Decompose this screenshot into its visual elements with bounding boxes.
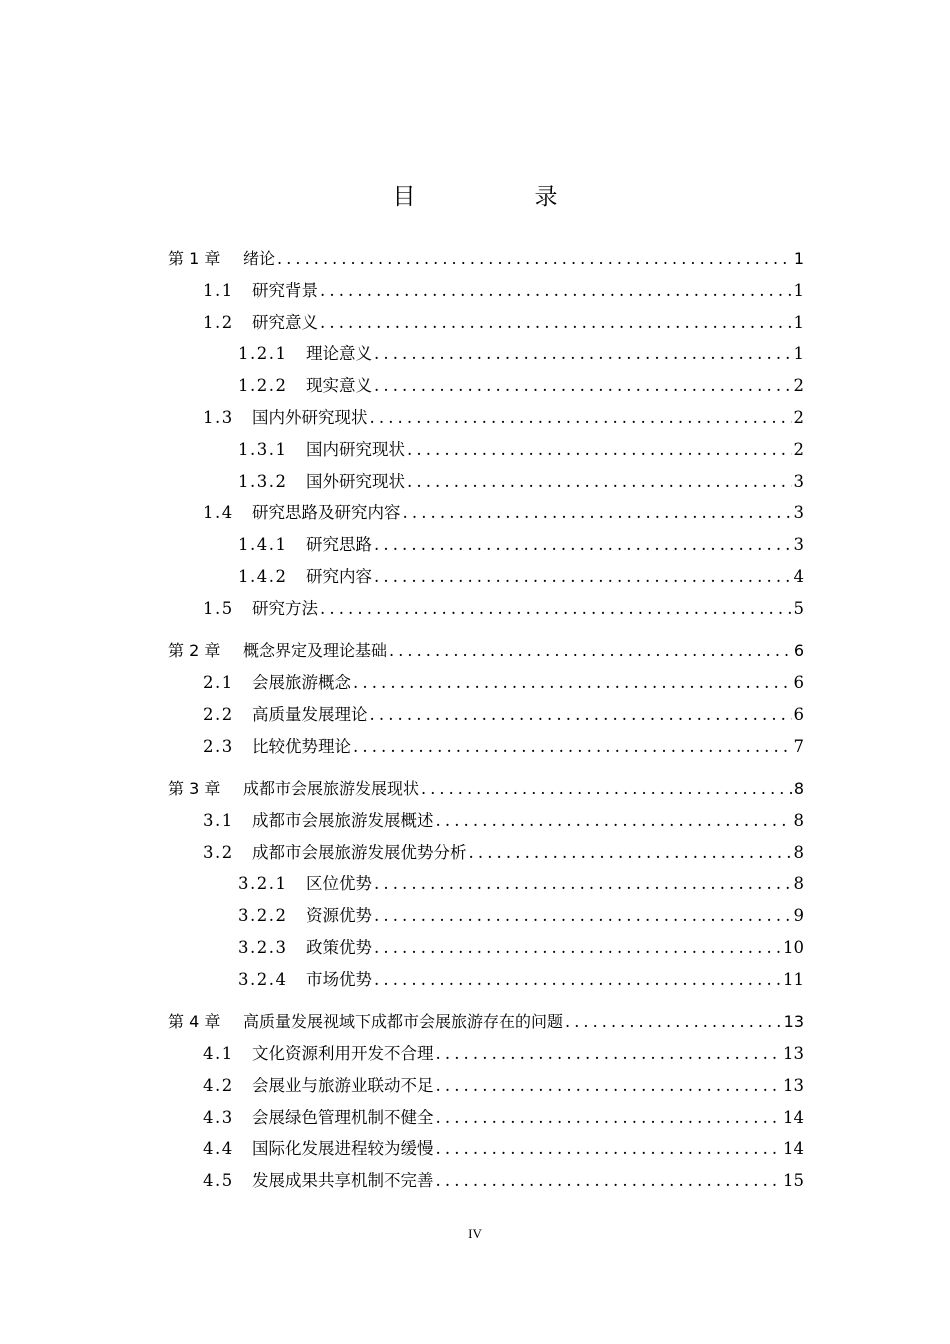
toc-entry-page: 1 xyxy=(793,280,804,300)
toc-entry-3-2[interactable] xyxy=(168,837,804,869)
toc-entry-number: 4.1 xyxy=(203,1043,234,1063)
toc-entry-1-3[interactable] xyxy=(168,402,804,434)
toc-entry-title: 国际化发展进程较为缓慢 xyxy=(252,1139,434,1159)
toc-entry-page: 13 xyxy=(783,1012,804,1032)
toc-entry-number: 2.3 xyxy=(203,736,234,756)
toc-dot-leader xyxy=(436,1133,782,1165)
toc-entry-page: 8 xyxy=(793,778,804,798)
toc-entry-title: 研究意义 xyxy=(252,312,318,332)
toc-entry-title: 研究方法 xyxy=(252,598,318,618)
toc-dot-leader xyxy=(370,699,792,731)
toc-entry-1-2-1[interactable] xyxy=(168,338,804,370)
toc-entry-1-1[interactable] xyxy=(168,275,804,307)
toc-entry-title: 会展绿色管理机制不健全 xyxy=(252,1107,434,1127)
toc-dot-leader xyxy=(565,1006,782,1038)
toc-entry-title: 研究背景 xyxy=(252,280,318,300)
toc-entry-page: 14 xyxy=(783,1107,804,1127)
toc-entry-page: 1 xyxy=(793,249,804,268)
toc-dot-leader xyxy=(374,964,781,996)
toc-dot-leader xyxy=(436,1070,782,1102)
toc-entry-title: 成都市会展旅游发展现状 xyxy=(243,778,420,798)
toc-entry-1-3-1[interactable] xyxy=(168,434,804,466)
toc-entry-4-5[interactable] xyxy=(168,1165,804,1197)
toc-dot-leader xyxy=(421,773,792,805)
toc-entry-number: 1.2.2 xyxy=(238,376,288,396)
toc-entry-2-2[interactable] xyxy=(168,699,804,731)
toc-entry-3-1[interactable] xyxy=(168,805,804,837)
toc-entry-title: 国外研究现状 xyxy=(306,471,405,491)
toc-entry-3-2-4[interactable] xyxy=(168,964,804,996)
toc-entry-title: 高质量发展视域下成都市会展旅游存在的问题 xyxy=(243,1012,564,1032)
toc-dot-leader xyxy=(277,243,792,275)
toc-entry-2-3[interactable] xyxy=(168,731,804,763)
toc-entry-chapter-3[interactable] xyxy=(168,773,804,805)
toc-entry-title: 成都市会展旅游发展概述 xyxy=(252,810,434,830)
toc-entry-title: 研究思路及研究内容 xyxy=(252,503,401,523)
toc-entry-page: 5 xyxy=(793,598,804,618)
toc-entry-number: 4.4 xyxy=(203,1139,234,1159)
toc-entry-number: 第 2 章 xyxy=(168,641,221,661)
toc-dot-leader xyxy=(320,275,792,307)
toc-entry-title: 研究内容 xyxy=(306,566,372,586)
toc-entry-1-3-2[interactable] xyxy=(168,466,804,498)
toc-entry-title: 国内研究现状 xyxy=(306,439,405,459)
toc-entry-page: 3 xyxy=(793,535,804,555)
toc-entry-page: 10 xyxy=(783,937,804,957)
toc-entry-number: 1.2.1 xyxy=(238,344,288,364)
toc-entry-number: 1.3.1 xyxy=(238,439,288,459)
toc-entry-page: 4 xyxy=(793,566,804,586)
toc-entry-page: 1 xyxy=(793,344,804,364)
toc-entry-page: 7 xyxy=(793,736,804,756)
toc-entry-title: 市场优势 xyxy=(306,969,372,989)
toc-entry-chapter-1[interactable] xyxy=(168,243,804,275)
toc-entry-title: 现实意义 xyxy=(306,376,372,396)
toc-entry-number: 3.2.2 xyxy=(238,906,288,926)
toc-entry-chapter-2[interactable] xyxy=(168,635,804,667)
toc-entry-title: 文化资源利用开发不合理 xyxy=(252,1043,434,1063)
toc-entry-number: 4.2 xyxy=(203,1075,234,1095)
toc-entry-title: 绪论 xyxy=(243,249,276,268)
toc-entry-page: 2 xyxy=(793,439,804,459)
toc-entry-number: 第 1 章 xyxy=(168,249,221,268)
toc-dot-leader xyxy=(320,593,792,625)
toc-dot-leader xyxy=(374,529,792,561)
toc-entry-number: 3.2 xyxy=(203,842,234,862)
toc-entry-4-2[interactable] xyxy=(168,1070,804,1102)
toc-entry-title: 资源优势 xyxy=(306,906,372,926)
toc-entry-4-4[interactable] xyxy=(168,1133,804,1165)
toc-entry-page: 8 xyxy=(793,842,804,862)
toc-entry-title: 区位优势 xyxy=(306,874,372,894)
toc-entry-title: 发展成果共享机制不完善 xyxy=(252,1171,434,1191)
toc-entry-number: 2.2 xyxy=(203,704,234,724)
toc-dot-leader xyxy=(374,338,792,370)
toc-entry-1-4-2[interactable] xyxy=(168,561,804,593)
toc-entry-page: 15 xyxy=(783,1171,804,1191)
toc-entry-page: 9 xyxy=(793,906,804,926)
toc-entry-1-4-1[interactable] xyxy=(168,529,804,561)
toc-dot-leader xyxy=(370,402,792,434)
page-title: 目 录 xyxy=(392,184,606,210)
toc-entry-title: 比较优势理论 xyxy=(252,736,351,756)
toc-entry-page: 2 xyxy=(793,376,804,396)
toc-entry-number: 1.3.2 xyxy=(238,471,288,491)
toc-dot-leader xyxy=(436,1165,782,1197)
toc-entry-title: 研究思路 xyxy=(306,535,372,555)
toc-entry-page: 3 xyxy=(793,471,804,491)
toc-dot-leader xyxy=(320,307,792,339)
toc-entry-title: 成都市会展旅游发展优势分析 xyxy=(252,842,467,862)
toc-dot-leader xyxy=(389,635,792,667)
toc-entry-number: 1.4.2 xyxy=(238,566,288,586)
toc-dot-leader xyxy=(374,561,792,593)
toc-entry-number: 3.1 xyxy=(203,810,234,830)
toc-entry-title: 高质量发展理论 xyxy=(252,704,368,724)
toc-entry-page: 1 xyxy=(793,312,804,332)
toc-entry-number: 1.4.1 xyxy=(238,535,288,555)
toc-entry-title: 概念界定及理论基础 xyxy=(243,641,388,661)
toc-entry-page: 8 xyxy=(793,874,804,894)
toc-dot-leader xyxy=(436,1102,782,1134)
toc-dot-leader xyxy=(469,837,792,869)
toc-dot-leader xyxy=(407,466,792,498)
toc-entry-1-4[interactable] xyxy=(168,497,804,529)
toc-entry-page: 13 xyxy=(783,1043,804,1063)
toc-entry-2-1[interactable] xyxy=(168,667,804,699)
toc-entry-3-2-3[interactable] xyxy=(168,932,804,964)
toc-entry-page: 8 xyxy=(793,810,804,830)
page-number: IV xyxy=(468,1226,482,1241)
toc-entry-title: 会展旅游概念 xyxy=(252,672,351,692)
toc-dot-leader xyxy=(436,1038,782,1070)
toc-dot-leader xyxy=(374,932,781,964)
toc-entry-number: 3.2.1 xyxy=(238,874,288,894)
toc-entry-number: 1.5 xyxy=(203,598,234,618)
toc-dot-leader xyxy=(353,667,792,699)
toc-entry-number: 1.3 xyxy=(203,407,234,427)
toc-entry-title: 国内外研究现状 xyxy=(252,407,368,427)
toc-entry-page: 2 xyxy=(793,407,804,427)
toc-dot-leader xyxy=(374,900,792,932)
toc-entry-number: 1.4 xyxy=(203,503,234,523)
toc-dot-leader xyxy=(353,731,792,763)
toc-entry-number: 1.2 xyxy=(203,312,234,332)
toc-entry-1-2[interactable] xyxy=(168,307,804,339)
toc-dot-leader xyxy=(407,434,792,466)
toc-entry-number: 4.5 xyxy=(203,1171,234,1191)
toc-entry-number: 3.2.3 xyxy=(238,937,288,957)
toc-entry-chapter-4[interactable] xyxy=(168,1006,804,1038)
toc-entry-3-2-2[interactable] xyxy=(168,900,804,932)
toc-entry-page: 6 xyxy=(793,704,804,724)
toc-entry-page: 13 xyxy=(783,1075,804,1095)
toc-entry-title: 政策优势 xyxy=(306,937,372,957)
toc-entry-page: 3 xyxy=(793,503,804,523)
toc-dot-leader xyxy=(374,868,792,900)
toc-dot-leader xyxy=(436,805,792,837)
toc-entry-1-2-2[interactable] xyxy=(168,370,804,402)
toc-dot-leader xyxy=(403,497,792,529)
toc-entry-1-5[interactable] xyxy=(168,593,804,625)
toc-entry-number: 4.3 xyxy=(203,1107,234,1127)
toc-entry-title: 会展业与旅游业联动不足 xyxy=(252,1075,434,1095)
toc-entry-number: 第 3 章 xyxy=(168,778,221,798)
toc-entry-number: 3.2.4 xyxy=(238,969,288,989)
table-of-contents xyxy=(168,243,804,1197)
toc-entry-4-3[interactable] xyxy=(168,1102,804,1134)
toc-entry-page: 14 xyxy=(783,1139,804,1159)
toc-entry-3-2-1[interactable] xyxy=(168,868,804,900)
toc-entry-page: 11 xyxy=(783,969,804,989)
toc-entry-title: 理论意义 xyxy=(306,344,372,364)
toc-entry-page: 6 xyxy=(793,672,804,692)
toc-entry-page: 6 xyxy=(793,641,804,661)
toc-entry-number: 1.1 xyxy=(203,280,234,300)
toc-entry-number: 2.1 xyxy=(203,672,234,692)
toc-entry-number: 第 4 章 xyxy=(168,1012,221,1032)
toc-entry-4-1[interactable] xyxy=(168,1038,804,1070)
toc-dot-leader xyxy=(374,370,792,402)
